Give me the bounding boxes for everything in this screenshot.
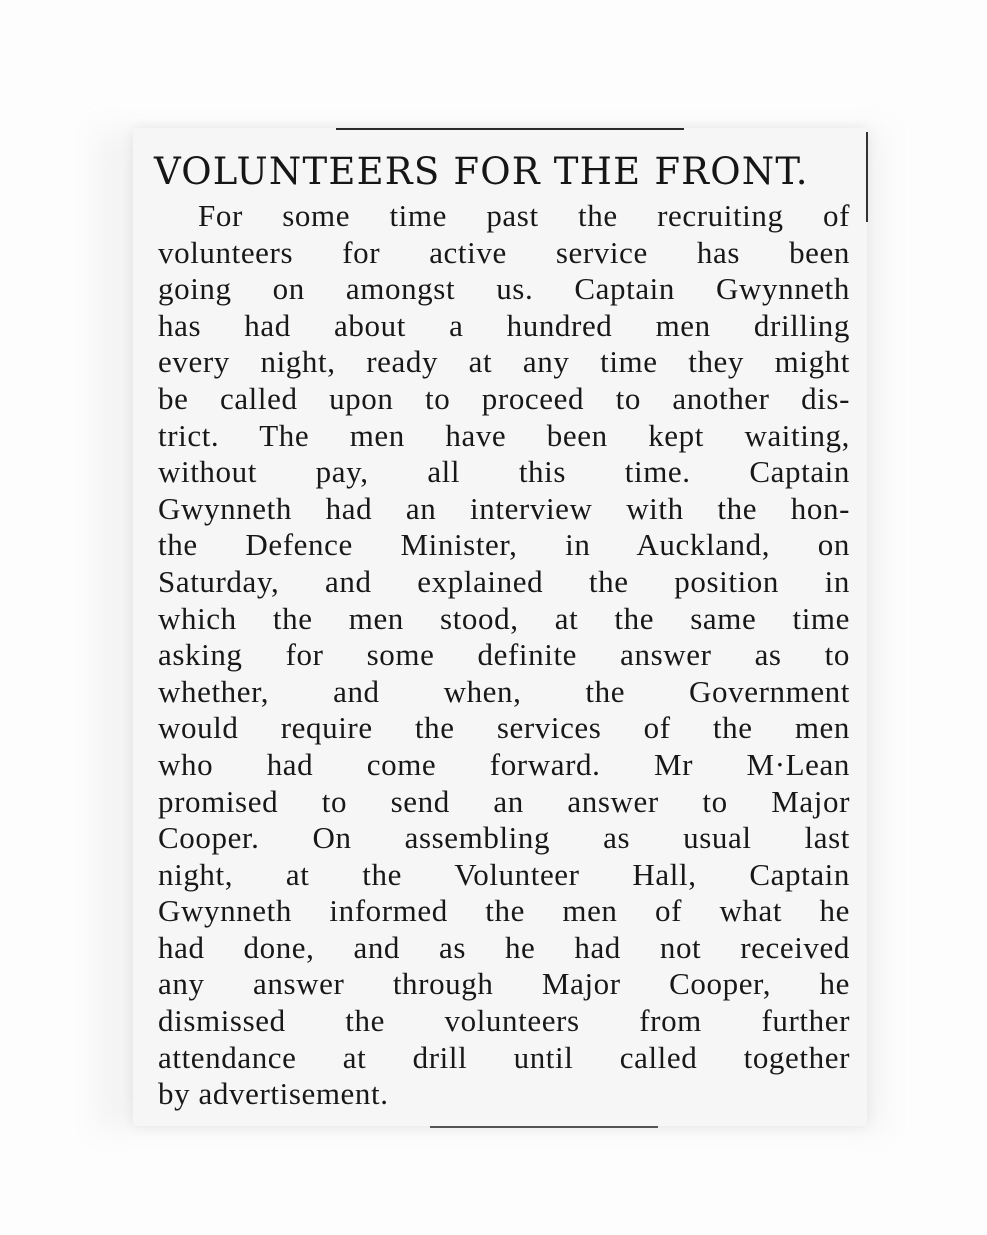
article-line: any answer through Major Cooper, he (158, 966, 850, 1002)
column-divider (866, 132, 868, 222)
article-line: night, at the Volunteer Hall, Captain (158, 856, 850, 892)
article-line: going on amongst us. Captain Gwynneth (158, 271, 850, 307)
article-body (158, 198, 850, 1113)
article-line: the Defence Minister, in Auckland, on (158, 527, 850, 563)
article-line: Gwynneth informed the men of what he (158, 893, 850, 929)
article-line: Gwynneth had an interview with the hon- (158, 490, 850, 526)
article-line: by advertisement. (158, 1076, 389, 1112)
article-line: has had about a hundred men drilling (158, 307, 850, 343)
top-rule (336, 128, 684, 130)
article-line: dismissed the volunteers from further (158, 1003, 850, 1039)
article-line: would require the services of the men (158, 710, 850, 746)
article-headline: VOLUNTEERS FOR THE FRONT. (154, 150, 809, 193)
article-line: trict. The men have been kept waiting, (158, 417, 850, 453)
article-line: whether, and when, the Government (158, 673, 850, 709)
article-line: be called upon to proceed to another dis- (158, 380, 850, 416)
article-line: which the men stood, at the same time (158, 600, 850, 636)
article-line: without pay, all this time. Captain (158, 454, 850, 490)
article-line: asking for some definite answer as to (158, 637, 850, 673)
article-line: every night, ready at any time they might (158, 344, 850, 380)
article-line: Saturday, and explained the position in (158, 563, 850, 599)
article-line: who had come forward. Mr M·Lean (158, 746, 850, 782)
article-line: attendance at drill until called together (158, 1039, 850, 1075)
article-line: volunteers for active service has been (158, 234, 850, 270)
article-line: promised to send an answer to Major (158, 783, 850, 819)
bottom-rule (430, 1126, 658, 1128)
article-line: had done, and as he had not received (158, 929, 850, 965)
article-line: For some time past the recruiting of (198, 198, 850, 233)
article-line: Cooper. On assembling as usual last (158, 820, 850, 856)
